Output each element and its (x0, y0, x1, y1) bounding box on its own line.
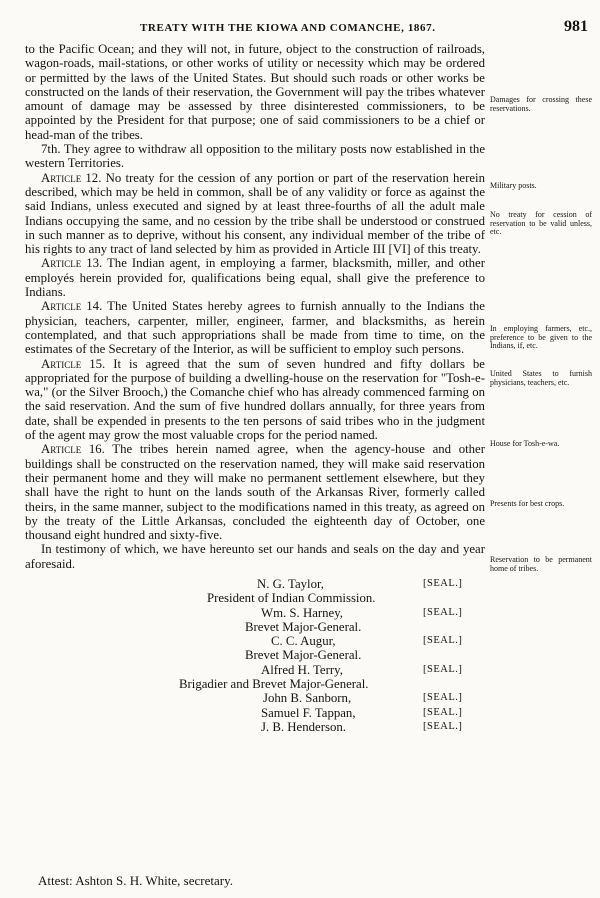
margin-note: Damages for crossing these reservations. (490, 95, 592, 113)
attest-line: Attest: Ashton S. H. White, secretary. (38, 873, 233, 888)
page-header (22, 18, 594, 38)
signature-row (25, 720, 485, 734)
signer-name: N. G. Taylor, (257, 576, 324, 591)
signer-name: Wm. S. Harney, (261, 605, 343, 620)
article-text: The United States hereby agrees to furnish annually to the Indians the physician, teachers, carpenter, miller, engineer, farmer, and blacksmiths, as herein contemplated, and that such appropriations shall be made from time to time, on the estimates of the Secretary of the Interior, as will be sufficient to employ such persons. (25, 299, 485, 357)
paragraph (25, 171, 485, 257)
signer-title: President of Indian Commission. (207, 591, 376, 606)
paragraph (25, 299, 485, 356)
running-head: TREATY WITH THE KIOWA AND COMANCHE, 1867. (140, 22, 436, 34)
signer-title: Brevet Major-General. (245, 619, 362, 634)
signer-name: C. C. Augur, (271, 634, 336, 649)
margin-note: United States to furnish physicians, teachers, etc. (490, 369, 592, 387)
margin-note: Reservation to be permanent home of tribes. (490, 555, 592, 573)
seal-mark: [SEAL.] (423, 635, 463, 647)
paragraph: 7th. They agree to withdraw all opposition to the military posts now established in the western Territories. (25, 142, 485, 171)
article-label: Article 12. (41, 170, 102, 185)
signer-name: J. B. Henderson. (261, 719, 346, 734)
margin-note: No treaty for cession of reservation to be valid unless, etc. (490, 210, 592, 237)
seal-mark: [SEAL.] (423, 663, 463, 675)
article-label: Article 16. (41, 442, 105, 457)
signature-row (25, 648, 485, 662)
signature-row (25, 706, 485, 720)
margin-note: Presents for best crops. (490, 499, 565, 508)
signature-row (25, 634, 485, 648)
signature-row (25, 663, 485, 677)
seal-mark: [SEAL.] (423, 577, 463, 589)
signer-name: Alfred H. Terry, (261, 662, 343, 677)
seal-mark: [SEAL.] (423, 692, 463, 704)
article-label: Article 14. (41, 299, 103, 314)
paragraph (25, 357, 485, 443)
signature-row (25, 677, 485, 691)
paragraph (25, 256, 485, 299)
seal-mark: [SEAL.] (423, 606, 463, 618)
signer-name: John B. Sanborn, (263, 691, 352, 706)
signature-row (25, 577, 485, 591)
margin-note: In employing farmers, etc., preference to be given to the Indians, if, etc. (490, 324, 592, 351)
margin-note: Military posts. (490, 181, 537, 190)
margin-note: House for Tosh-e-wa. (490, 439, 560, 448)
signature-row (25, 691, 485, 705)
signature-row (25, 620, 485, 634)
article-text: The Indian agent, in employing a farmer, blacksmith, miller, and other employés herein provided for, qualifications being equal, shall give the preference to Indians. (25, 256, 485, 300)
seal-mark: [SEAL.] (423, 706, 463, 718)
article-text: The tribes herein named agree, when the agency-house and other buildings shall be constructed on the reservation named, they will make said reservation their permanent home and they will make no permanent settlement elsewhere, but they shall have the right to hunt on the lands south of the Arkansas River, formerly called theirs, in the same manner, subject to the modifications named in this treaty, as agreed on by the treaty of the Little Arkansas, concluded the eighteenth day of October, one thousand eight hundred and sixty-five. (25, 442, 486, 543)
signer-title: Brevet Major-General. (245, 648, 362, 663)
article-text: It is agreed that the sum of seven hundred and fifty dollars be appropriated for the purpose of building a dwelling-house on the reservation for "Tosh-e-wa," (or the Silver Brooch,) the Comanche chief who has already commenced farming on the said reservation. And the sum of five hundred dollars annually, for three years from date, shall be expended in presents to the ten persons of said tribes who in the judgment of the agent may grow the most valuable crops for the period named. (25, 356, 485, 443)
seal-mark: [SEAL.] (423, 720, 463, 732)
signature-block (25, 577, 485, 734)
treaty-text (25, 42, 485, 734)
article-label: Article 13. (41, 256, 103, 271)
paragraph: In testimony of which, we have hereunto set our hands and seals on the day and year aforesaid. (25, 542, 485, 571)
article-text: No treaty for the cession of any portion or part of the reservation herein described, which may be held in common, shall be of any validity or force as against the said Indians, unless executed and signed by at least three-fourths of all the adult male Indians occupying the same, and no cession by the tribe shall be understood or construed in such manner as to deprive, without his consent, any individual member of the tribe of his rights to any tract of land selected by him as provided in Article III [VI] of this treaty. (25, 170, 485, 257)
signer-name: Samuel F. Tappan, (261, 705, 356, 720)
article-label: Article 15. (41, 356, 106, 371)
signature-row (25, 591, 485, 605)
paragraph: to the Pacific Ocean; and they will not, in future, object to the construction of railroads, wagon-roads, mail-stations, or other works of utility or necessity which may be ordered or permitted by the laws of the United States. But should such roads or other works be constructed on the lands of their reservation, the Government will pay the tribes whatever amount of damage may be assessed by three disinterested commissioners, to be appointed by the President for that purpose; one of said commissioners to be a chief or head-man of the tribes. (25, 42, 485, 142)
page-number: 981 (564, 18, 588, 35)
signature-row (25, 606, 485, 620)
signer-title: Brigadier and Brevet Major-General. (179, 677, 369, 692)
paragraph (25, 442, 485, 542)
